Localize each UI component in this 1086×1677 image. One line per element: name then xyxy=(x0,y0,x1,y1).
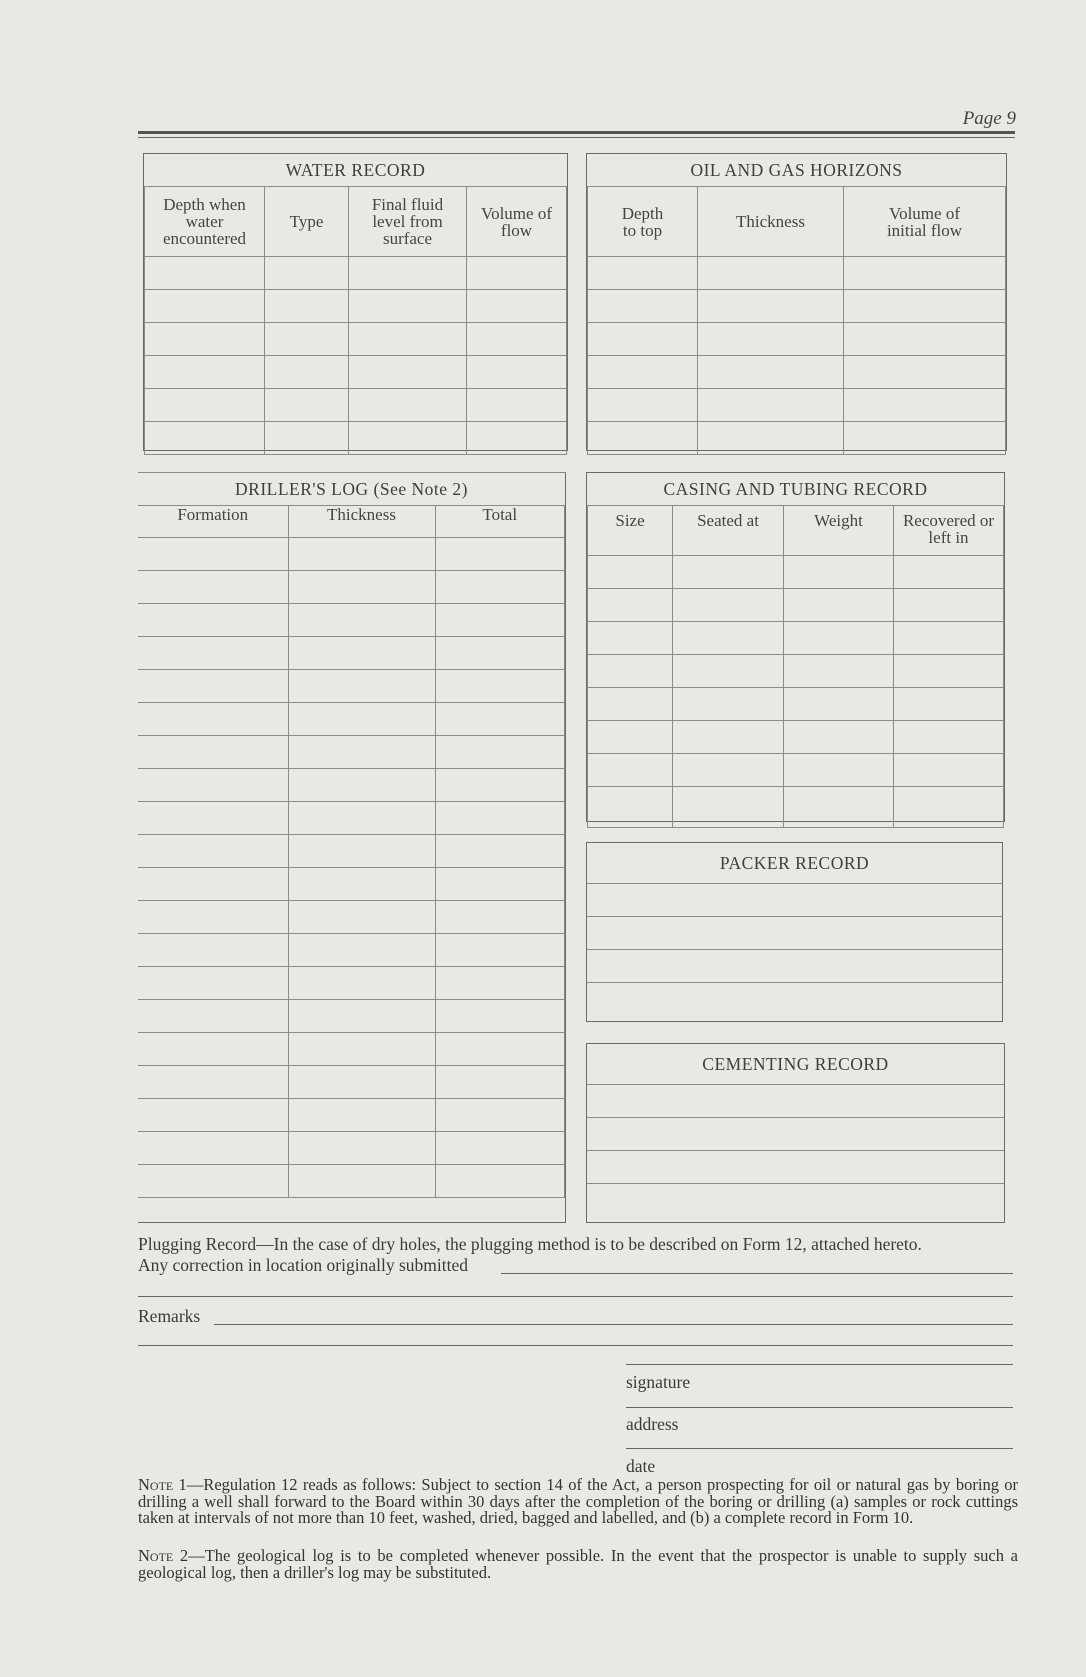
col-weight: Weight xyxy=(784,506,894,556)
table-row[interactable] xyxy=(138,1099,565,1132)
table-row[interactable] xyxy=(588,589,1004,622)
table-row[interactable] xyxy=(138,934,565,967)
col-recovered: Recovered or left in xyxy=(894,506,1004,556)
table-row[interactable] xyxy=(588,655,1004,688)
table-row[interactable] xyxy=(588,754,1004,787)
table-row[interactable] xyxy=(145,257,567,290)
correction-field-line2[interactable] xyxy=(138,1296,1013,1297)
remarks-field-line2[interactable] xyxy=(138,1345,1013,1346)
packer-title: PACKER RECORD xyxy=(587,843,1002,884)
cementing-line[interactable] xyxy=(587,1184,1004,1216)
remarks-field[interactable] xyxy=(214,1324,1013,1325)
table-row[interactable] xyxy=(138,901,565,934)
packer-line[interactable] xyxy=(587,917,1002,950)
table-row[interactable] xyxy=(588,323,1006,356)
table-row[interactable] xyxy=(138,571,565,604)
table-row[interactable] xyxy=(138,868,565,901)
col-depth-water: Depth when water encountered xyxy=(145,187,265,257)
packer-line[interactable] xyxy=(587,884,1002,917)
remarks-label: Remarks xyxy=(138,1306,201,1326)
col-final-fluid: Final fluid level from surface xyxy=(349,187,467,257)
water-record-table xyxy=(143,153,568,451)
address-label: address xyxy=(626,1414,679,1434)
table-row[interactable] xyxy=(145,323,567,356)
table-row[interactable] xyxy=(145,356,567,389)
water-record-title: WATER RECORD xyxy=(285,160,426,180)
table-row[interactable] xyxy=(588,622,1004,655)
packer-line[interactable] xyxy=(587,950,1002,983)
date-field[interactable] xyxy=(626,1448,1013,1449)
table-row[interactable] xyxy=(588,290,1006,323)
cementing-line[interactable] xyxy=(587,1085,1004,1118)
plugging-record-text: Plugging Record—In the case of dry holes, the plugging method is to be described on Form 12, attached hereto. xyxy=(138,1234,922,1254)
table-row[interactable] xyxy=(588,356,1006,389)
col-depth-top: Depth to top xyxy=(588,187,698,257)
signature-label: signature xyxy=(626,1372,691,1392)
table-row[interactable] xyxy=(138,736,565,769)
note-1-label: Note 1 xyxy=(138,1475,187,1494)
col-formation: Formation xyxy=(138,506,288,538)
casing-tubing-table xyxy=(586,472,1005,822)
note-2 xyxy=(138,1548,1018,1581)
table-row[interactable] xyxy=(138,637,565,670)
drillers-log-title: DRILLER'S LOG (See Note 2) xyxy=(235,479,468,499)
cementing-title: CEMENTING RECORD xyxy=(587,1044,1004,1085)
col-type: Type xyxy=(265,187,349,257)
table-row[interactable] xyxy=(588,257,1006,290)
header-rule xyxy=(138,131,1015,134)
table-row[interactable] xyxy=(588,556,1004,589)
signature-field[interactable] xyxy=(626,1364,1013,1365)
table-row[interactable] xyxy=(145,290,567,323)
table-row[interactable] xyxy=(138,538,565,571)
oil-gas-horizons-table xyxy=(586,153,1007,451)
cementing-line[interactable] xyxy=(587,1118,1004,1151)
table-row[interactable] xyxy=(588,422,1006,455)
table-row[interactable] xyxy=(138,1165,565,1198)
packer-record-table xyxy=(586,842,1003,1022)
correction-label: Any correction in location originally submitted xyxy=(138,1255,468,1275)
col-thickness: Thickness xyxy=(288,506,435,538)
date-label: date xyxy=(626,1456,656,1476)
table-row[interactable] xyxy=(138,703,565,736)
table-row[interactable] xyxy=(138,1000,565,1033)
cementing-record-table xyxy=(586,1043,1005,1223)
col-thickness: Thickness xyxy=(698,187,844,257)
table-row[interactable] xyxy=(145,389,567,422)
table-row[interactable] xyxy=(138,835,565,868)
packer-line[interactable] xyxy=(587,983,1002,1015)
table-row[interactable] xyxy=(138,670,565,703)
table-row[interactable] xyxy=(138,1132,565,1165)
table-row[interactable] xyxy=(138,769,565,802)
table-row[interactable] xyxy=(138,1066,565,1099)
table-row[interactable] xyxy=(588,721,1004,754)
col-size: Size xyxy=(588,506,673,556)
col-total: Total xyxy=(435,506,565,538)
table-row[interactable] xyxy=(588,688,1004,721)
table-row[interactable] xyxy=(588,787,1004,828)
casing-title: CASING AND TUBING RECORD xyxy=(663,479,928,499)
page-number: Page 9 xyxy=(962,108,1016,129)
drillers-log-table xyxy=(138,472,566,1223)
table-row[interactable] xyxy=(138,802,565,835)
table-row[interactable] xyxy=(138,604,565,637)
col-volume-flow: Volume of flow xyxy=(467,187,567,257)
cementing-line[interactable] xyxy=(587,1151,1004,1184)
header-rule-thin xyxy=(138,137,1015,138)
table-row[interactable] xyxy=(588,389,1006,422)
table-row[interactable] xyxy=(145,422,567,455)
table-row[interactable] xyxy=(138,967,565,1000)
correction-field[interactable] xyxy=(501,1273,1013,1274)
col-seated-at: Seated at xyxy=(673,506,784,556)
note-2-label: Note 2 xyxy=(138,1546,189,1565)
note-1 xyxy=(138,1477,1018,1527)
address-field[interactable] xyxy=(626,1407,1013,1408)
note-1-text: —Regulation 12 reads as follows: Subject to section 14 of the Act, a person prospecting for oil or natural gas by boring or drilling a well shall forward to the Board within 30 days after the completion of the boring or drilling (a) samples or rock cuttings taken at intervals of not more than 10 feet, washed, dried, bagged and labelled, and (b) a complete record in Form 10. xyxy=(138,1475,1019,1527)
oil-gas-title: OIL AND GAS HORIZONS xyxy=(690,160,903,180)
table-row[interactable] xyxy=(138,1033,565,1066)
note-2-text: —The geological log is to be completed whenever possible. In the event that the prospector is unable to supply such a geological log, then a driller's log may be substituted. xyxy=(138,1546,1018,1582)
col-initial-flow: Volume of initial flow xyxy=(844,187,1006,257)
